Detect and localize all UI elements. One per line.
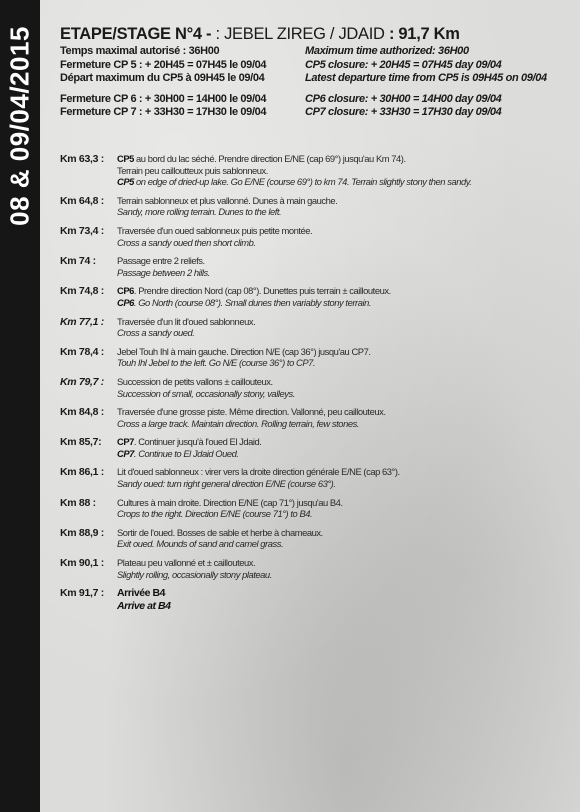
roadbook-entry	[60, 195, 565, 218]
roadbook-entry	[60, 557, 565, 580]
entry-en-text: . Go North (course 08°). Small dunes then variably stony terrain.	[133, 296, 372, 308]
roadbook-entry	[60, 587, 565, 612]
entry-description	[117, 466, 400, 489]
entry-fr-text: Succession de petits vallons ± caillouteux.	[117, 375, 273, 387]
entry-en	[117, 206, 337, 218]
entry-fr	[117, 255, 210, 267]
stage-header	[60, 23, 565, 120]
entry-fr-text: Cultures à main droite. Direction E/NE (cap 71°) jusqu'au B4.	[117, 496, 343, 508]
entry-description	[117, 153, 471, 188]
stage-info-en: Maximum time authorized: 36H00	[305, 45, 469, 57]
checkpoint-label: CP7	[117, 436, 134, 448]
roadbook-entry	[60, 466, 565, 489]
entry-fr-text: Terrain sablonneux et plus vallonné. Dunes à main gauche.	[117, 194, 338, 206]
entry-fr	[117, 346, 371, 358]
stage-info-en: Latest departure time from CP5 is 09H45 on 09/04	[305, 72, 547, 84]
entry-en	[117, 448, 261, 460]
entry-en	[117, 569, 272, 581]
arrival-fr-text: Arrivée B4	[117, 587, 166, 600]
entry-description	[117, 557, 272, 580]
entry-en	[117, 327, 255, 339]
entry-fr	[117, 376, 295, 388]
entry-en-text: Crops to the right. Direction E/NE (course 71°) to B4.	[117, 508, 313, 520]
entry-description	[117, 406, 386, 429]
entry-km: Km 85,7:	[60, 436, 102, 449]
entry-en	[117, 357, 371, 369]
stage-title-prefix: ETAPE/STAGE N°4 -	[60, 25, 216, 43]
stage-title-distance: : 91,7 Km	[384, 25, 460, 43]
entry-km: Km 77,1 :	[60, 315, 104, 328]
stage-info-fr: Fermeture CP 5 : + 20H45 = 07H45 le 09/04	[60, 58, 267, 71]
entry-fr	[117, 195, 337, 207]
roadbook-entry	[60, 316, 565, 339]
entry-description	[117, 225, 312, 248]
entry-description	[117, 316, 255, 339]
stage-info-fr: Temps maximal autorisé : 36H00	[60, 45, 220, 57]
entry-description	[117, 195, 337, 218]
stage-info-row	[60, 45, 565, 59]
entry-en-text: Cross a sandy oued.	[117, 327, 195, 339]
entry-fr-text: Jebel Touh Ihl à main gauche. Direction N/E (cap 36°) jusqu'au CP7.	[117, 345, 371, 357]
entry-description	[117, 587, 171, 612]
entry-fr	[117, 436, 261, 448]
entry-fr-text: . Continuer jusqu'à l'oued El Jdaid.	[133, 436, 262, 448]
entry-fr	[117, 316, 255, 328]
stage-info-row	[60, 93, 565, 107]
stage-info-fr: Fermeture CP 7 : + 33H30 = 17H30 le 09/04	[60, 106, 267, 118]
entry-en-text: Succession of small, occasionally stony, valleys.	[117, 387, 295, 399]
stage-info-row	[60, 59, 565, 73]
roadbook-entry	[60, 153, 565, 188]
entry-en-text: Slightly rolling, occasionally stony plateau.	[117, 568, 272, 580]
entry-km: Km 64,8 :	[60, 194, 104, 207]
entry-km: Km 90,1 :	[60, 557, 104, 570]
entry-km: Km 79,7 :	[60, 375, 104, 388]
entry-km: Km 63,3 :	[60, 153, 104, 165]
entry-km: Km 74 :	[60, 255, 96, 268]
roadbook-entry	[60, 285, 565, 308]
roadbook-entry	[60, 406, 565, 429]
entry-description	[117, 436, 261, 459]
entry-fr-text: Lit d'oued sablonneux : virer vers la droite direction générale E/NE (cap 63°).	[117, 466, 400, 478]
roadbook-entries	[60, 153, 565, 619]
entry-fr-cont	[117, 165, 471, 177]
date-label: 08 & 09/04/2015	[4, 26, 35, 226]
stage-info-rows	[60, 45, 565, 120]
entry-description	[117, 497, 343, 520]
stage-title	[60, 23, 565, 45]
roadbook-entry	[60, 436, 565, 459]
entry-fr-text: Sortir de l'oued. Bosses de sable et herbe à chameaux.	[117, 526, 323, 538]
entry-fr	[117, 225, 312, 237]
stage-info-row	[60, 106, 565, 120]
entry-en	[117, 267, 210, 279]
entry-en-text: Cross a large track. Maintain direction. Rolling terrain, few stones.	[117, 417, 359, 429]
entry-en-text: Passage between 2 hills.	[117, 266, 210, 278]
checkpoint-label: CP5	[117, 153, 134, 164]
entry-en	[117, 388, 295, 400]
entry-en	[117, 297, 391, 309]
entry-en-text: Sandy, more rolling terrain. Dunes to the left.	[117, 206, 282, 218]
roadbook-entry	[60, 346, 565, 369]
entry-km: Km 86,1 :	[60, 466, 104, 479]
checkpoint-label: CP7	[117, 447, 134, 459]
entry-en	[117, 478, 400, 490]
entry-km: Km 74,8 :	[60, 285, 104, 298]
entry-fr-cont-text: Terrain peu cailloutteux puis sablonneux.	[117, 164, 268, 176]
arrival-en-text: Arrive at B4	[117, 599, 171, 612]
stage-info-en: CP7 closure: + 33H30 = 17H30 day 09/04	[305, 106, 502, 118]
entry-km: Km 78,4 :	[60, 345, 104, 358]
arrival-fr	[117, 587, 171, 600]
entry-km: Km 88,9 :	[60, 526, 104, 539]
stage-info-en: CP6 closure: + 30H00 = 14H00 day 09/04	[305, 92, 502, 105]
entry-km: Km 73,4 :	[60, 224, 104, 237]
entry-en	[117, 418, 386, 430]
checkpoint-label: CP6	[117, 296, 134, 308]
entry-fr	[117, 285, 391, 297]
entry-en	[117, 508, 343, 520]
roadbook-entry	[60, 255, 565, 278]
entry-description	[117, 285, 391, 308]
entry-fr-text: Traversée d'une grosse piste. Même direction. Vallonné, peu caillouteux.	[117, 406, 386, 418]
entry-fr-text: Traversée d'un oued sablonneux puis petite montée.	[117, 224, 313, 236]
entry-fr-text: au bord du lac séché. Prendre direction E/NE (cap 69°) jusqu'au Km 74).	[133, 153, 406, 164]
entry-description	[117, 255, 210, 278]
entry-fr-text: Passage entre 2 reliefs.	[117, 255, 205, 267]
roadbook-entry	[60, 497, 565, 520]
entry-fr-text: Plateau peu vallonné et ± caillouteux.	[117, 557, 256, 569]
entry-en	[117, 176, 471, 188]
entry-fr	[117, 527, 323, 539]
date-side-band	[0, 0, 40, 812]
roadbook-entry	[60, 527, 565, 550]
entry-fr	[117, 497, 343, 509]
entry-km: Km 88 :	[60, 496, 96, 509]
entry-description	[117, 376, 295, 399]
entry-en-text: Cross a sandy oued then short climb.	[117, 236, 256, 248]
entry-en-text: Exit oued. Mounds of sand and camel grass.	[117, 538, 284, 550]
entry-description	[117, 527, 323, 550]
entry-en-text: Touh Ihl Jebel to the left. Go N/E (course 36°) to CP7.	[117, 357, 316, 369]
entry-en-text: Sandy oued: turn right general direction E/NE (course 63°).	[117, 478, 336, 490]
entry-fr	[117, 466, 400, 478]
checkpoint-label: CP5	[117, 176, 134, 188]
stage-title-route: : JEBEL ZIREG / JDAID	[215, 25, 385, 43]
entry-fr-text: Traversée d'un lit d'oued sablonneux.	[117, 315, 256, 327]
roadbook-entry	[60, 376, 565, 399]
entry-fr	[117, 557, 272, 569]
entry-fr	[117, 153, 471, 165]
roadbook-entry	[60, 225, 565, 248]
stage-info-fr: Fermeture CP 6 : + 30H00 = 14H00 le 09/04	[60, 92, 267, 105]
arrival-en	[117, 600, 171, 613]
stage-info-fr: Départ maximum du CP5 à 09H45 le 09/04	[60, 72, 265, 84]
stage-info-row	[60, 72, 565, 86]
entry-en-text: on edge of dried-up lake. Go E/NE (course 69°) to km 74. Terrain slightly stony then sandy.	[133, 176, 472, 188]
entry-description	[117, 346, 371, 369]
checkpoint-label: CP6	[117, 285, 134, 297]
entry-fr	[117, 406, 386, 418]
entry-en	[117, 538, 323, 550]
header-gap	[60, 86, 565, 93]
stage-info-en: CP5 closure: + 20H45 = 07H45 day 09/04	[305, 58, 502, 71]
entry-km: Km 84,8 :	[60, 406, 104, 419]
entry-fr-text: . Prendre direction Nord (cap 08°). Dunettes puis terrain ± caillouteux.	[133, 285, 391, 297]
entry-en-text: . Continue to El Jdaid Oued.	[133, 447, 239, 459]
entry-km: Km 91,7 :	[60, 587, 104, 600]
entry-en	[117, 237, 312, 249]
